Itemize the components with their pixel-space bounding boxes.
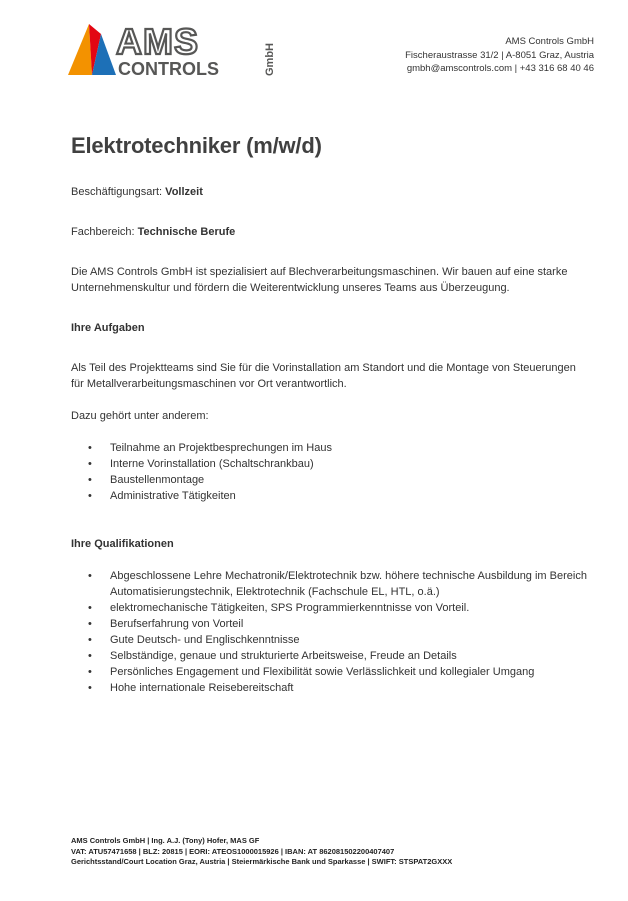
job-field: [71, 224, 591, 240]
company-address-block: [405, 35, 594, 76]
bullet-icon: •: [88, 474, 92, 486]
company-contact: gmbh@amscontrols.com | +43 316 68 40 46: [406, 63, 594, 74]
employment-type: [71, 184, 591, 200]
company-intro: Die AMS Controls GmbH ist spezialisiert auf Blechverarbeitungsmaschinen. Wir bauen auf eine starke Unternehmenskultur und fördern die Weiterentwicklung unseres Teams aus Überzeugung.: [71, 266, 568, 294]
list-item: • Hohe internationale Reisebereitschaft: [88, 682, 294, 694]
bullet-icon: •: [88, 682, 92, 694]
employment-type-value: Vollzeit: [165, 186, 203, 198]
list-item: • Baustellenmontage: [88, 474, 205, 486]
qualifications-list: [71, 568, 591, 696]
footer-line-management: AMS Controls GmbH | Ing. A.J. (Tony) Hofer, MAS GF: [71, 836, 260, 845]
bullet-icon: •: [88, 666, 92, 678]
ams-controls-logo: [68, 22, 278, 78]
list-item: • Selbständige, genaue und strukturierte Arbeitsweise, Freude an Details: [88, 650, 457, 662]
list-item: • Interne Vorinstallation (Schaltschrankbau): [88, 458, 314, 470]
list-item: • elektromechanische Tätigkeiten, SPS Programmierkenntnisse von Vorteil.: [88, 602, 470, 614]
tasks-list: [71, 440, 591, 504]
bullet-icon: •: [88, 650, 92, 662]
job-posting: [71, 132, 591, 696]
tasks-heading: Ihre Aufgaben: [71, 322, 145, 334]
list-item: • Abgeschlossene Lehre Mechatronik/Elektrotechnik bzw. höhere technische Ausbildung im Bereich Automatisierungstechnik, Elektrotechnik (Fachschule EL, HTL, o.ä.): [88, 570, 587, 598]
list-item: • Administrative Tätigkeiten: [88, 490, 236, 502]
bullet-icon: •: [88, 618, 92, 630]
bullet-icon: •: [88, 634, 92, 646]
employment-type-label: Beschäftigungsart:: [71, 186, 166, 198]
list-item: • Berufserfahrung von Vorteil: [88, 618, 244, 630]
bullet-icon: •: [88, 442, 92, 454]
footer-line-tax: VAT: ATU57471658 | BLZ: 20815 | EORI: ATEOS1000015926 | IBAN: AT 862081502200407407: [71, 846, 395, 856]
qualifications-heading: Ihre Qualifikationen: [71, 538, 174, 550]
company-street: Fischeraustrasse 31/2 | A-8051 Graz, Austria: [405, 49, 594, 61]
footer-line-bank: Gerichtsstand/Court Location Graz, Austria | Steiermärkische Bank und Sparkasse | SWIFT: STSPAT2GXXX: [71, 857, 453, 866]
tasks-list-intro: Dazu gehört unter anderem:: [71, 410, 209, 422]
list-item: • Teilnahme an Projektbesprechungen im Haus: [88, 442, 332, 454]
job-field-label: Fachbereich:: [71, 226, 138, 238]
tasks-description: Als Teil des Projektteams sind Sie für die Vorinstallation am Standort und die Montage von Steuerungen für Metallverarbeitungsmaschinen vor Ort verantwortlich.: [71, 362, 576, 390]
list-item: • Persönliches Engagement und Flexibilität sowie Verlässlichkeit und kollegialer Umgang: [88, 666, 535, 678]
bullet-icon: •: [88, 458, 92, 470]
bullet-icon: •: [88, 570, 92, 582]
logo-triangle-orange: [68, 24, 92, 75]
page-footer: [71, 836, 452, 868]
job-title: Elektrotechniker (m/w/d): [71, 133, 322, 158]
company-name: AMS Controls GmbH: [505, 36, 594, 47]
job-field-value: Technische Berufe: [137, 226, 236, 238]
list-item: • Gute Deutsch- und Englischkenntnisse: [88, 634, 300, 646]
bullet-icon: •: [88, 602, 92, 614]
bullet-icon: •: [88, 490, 92, 502]
logo-text-gmbh: GmbH: [264, 43, 276, 76]
logo-text-controls: CONTROLS: [118, 59, 219, 78]
logo-text-ams: AMS: [116, 22, 199, 62]
